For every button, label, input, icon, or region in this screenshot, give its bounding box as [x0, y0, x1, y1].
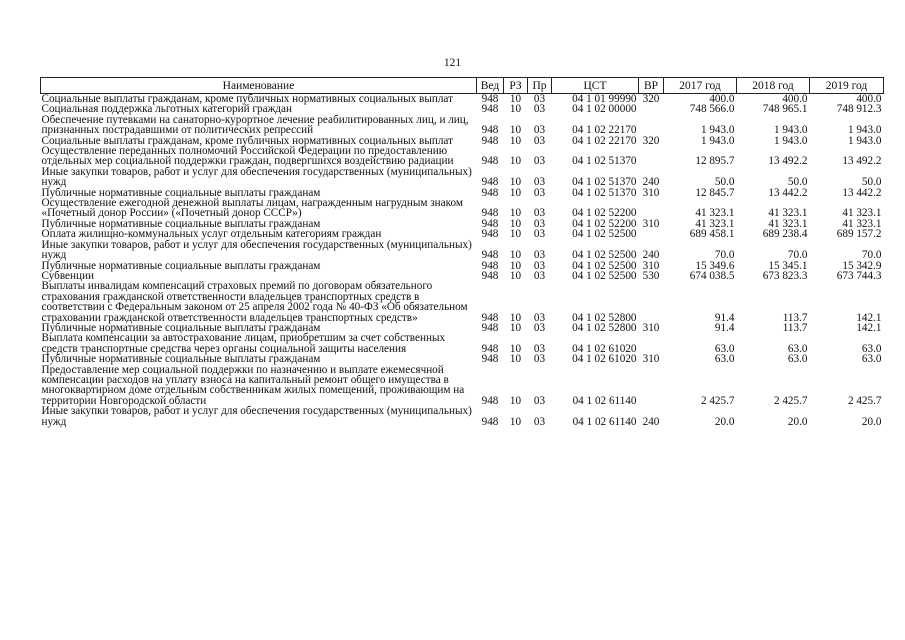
- cell-2019: 20.0: [861, 415, 882, 428]
- cell-2019: 50.0: [861, 176, 882, 189]
- cell-2018: 1 943.0: [773, 124, 808, 137]
- cell-vr: [639, 104, 664, 114]
- cell-vr: 310: [642, 217, 660, 230]
- cell-2018: 673 823.3: [762, 269, 808, 282]
- cell-2019: 142.1: [856, 321, 882, 334]
- header-2017: 2017 год: [664, 78, 737, 94]
- cell-2018: 113.7: [782, 321, 808, 334]
- table-body: [41, 94, 884, 428]
- cell-2019: 41 323.1: [842, 207, 882, 220]
- cell-ved: 948: [481, 321, 499, 334]
- cell-2017: 63.0: [714, 342, 735, 355]
- cell-vr: 320: [642, 93, 660, 105]
- cell-cst: 04 1 02 22170: [572, 134, 637, 147]
- cell-pr: 03: [533, 259, 546, 272]
- cell-name: Социальные выплаты гражданам, кроме публичных нормативных социальных выплат: [41, 134, 453, 147]
- cell-2019: 1 943.0: [847, 124, 882, 137]
- table-row: [41, 198, 884, 219]
- cell-2019: 142.1: [856, 311, 882, 324]
- cell-cst: 04 1 02 00000: [572, 103, 637, 116]
- cell-cst: 04 1 02 52500: [572, 228, 637, 241]
- cell-2018: 20.0: [787, 415, 808, 428]
- header-ved: Вед: [477, 78, 504, 94]
- cell-pr: 03: [533, 311, 546, 324]
- cell-name: Публичные нормативные социальные выплаты гражданам: [41, 353, 321, 366]
- cell-2018: 400.0: [782, 93, 808, 105]
- cell-2017: 1 943.0: [700, 134, 735, 147]
- cell-ved: 948: [481, 249, 499, 262]
- cell-ved: 948: [481, 103, 499, 116]
- cell-rz: 10: [509, 217, 522, 230]
- cell-rz: 10: [509, 342, 522, 355]
- cell-rz: 10: [509, 186, 522, 199]
- cell-rz: 10: [509, 415, 522, 428]
- cell-vr: 240: [642, 415, 660, 428]
- table-row: [41, 354, 884, 364]
- cell-2017: 12 895.7: [695, 155, 735, 168]
- cell-name: Социальная поддержка льготных категорий граждан: [41, 103, 292, 116]
- cell-2017: 748 566.0: [689, 103, 735, 116]
- cell-2017: 41 323.1: [695, 207, 735, 220]
- header-2018: 2018 год: [737, 78, 810, 94]
- cell-rz: 10: [509, 394, 522, 407]
- cell-2017: 12 845.7: [695, 186, 735, 199]
- cell-vr: 310: [642, 259, 660, 272]
- cell-pr: 03: [533, 353, 546, 366]
- cell-2017: 689 458.1: [689, 228, 735, 241]
- cell-name: Публичные нормативные социальные выплаты гражданам: [41, 217, 321, 230]
- cell-2019: 2 425.7: [847, 394, 882, 407]
- cell-pr: 03: [533, 186, 546, 199]
- table-row: [41, 406, 884, 427]
- cell-pr: 03: [533, 394, 546, 407]
- cell-cst: 04 1 02 52800: [572, 311, 637, 324]
- cell-cst: 04 1 02 22170: [572, 124, 637, 137]
- cell-name: Выплаты инвалидам компенсаций страховых премий по договорам обязательного страхования гражданской ответственности владельцев транспортных средств в соответствии с Федеральным законом от 25 апреля 2002 года № 40-ФЗ «Об обязательном страховании гражданской ответственности владельцев транспортных средств»: [41, 280, 468, 324]
- cell-2018: 63.0: [787, 342, 808, 355]
- cell-ved: 948: [481, 259, 499, 272]
- cell-2018: 41 323.1: [768, 217, 808, 230]
- cell-2019: 689 157.2: [836, 228, 882, 241]
- cell-rz: 10: [509, 249, 522, 262]
- cell-pr: 03: [533, 217, 546, 230]
- cell-ved: 948: [481, 269, 499, 282]
- cell-vr: 310: [642, 186, 660, 199]
- cell-vr: 530: [642, 269, 660, 282]
- cell-2018: 689 238.4: [762, 228, 808, 241]
- cell-2018: 1 943.0: [773, 134, 808, 147]
- cell-rz: 10: [509, 207, 522, 220]
- cell-rz: 10: [509, 228, 522, 241]
- cell-cst: 04 1 02 52200: [572, 217, 637, 230]
- cell-ved: 948: [481, 124, 499, 137]
- cell-2017: 41 323.1: [695, 217, 735, 230]
- cell-2017: 400.0: [709, 93, 735, 105]
- cell-pr: 03: [533, 124, 546, 137]
- cell-2019: 41 323.1: [842, 217, 882, 230]
- cell-2019: 63.0: [861, 353, 882, 366]
- cell-cst: 04 1 02 52200: [572, 207, 637, 220]
- cell-rz: 10: [509, 176, 522, 189]
- cell-2018: 13 492.2: [768, 155, 808, 168]
- cell-ved: 948: [481, 176, 499, 189]
- table-row: [41, 365, 884, 407]
- cell-cst: 04 1 01 99990: [572, 93, 637, 105]
- cell-vr: [639, 365, 664, 407]
- cell-pr: 03: [533, 93, 546, 105]
- cell-cst: 04 1 02 61020: [572, 342, 637, 355]
- cell-ved: 948: [481, 342, 499, 355]
- cell-name: Осуществление ежегодной денежной выплаты лицам, награжденным нагрудным знаком «Почетный донор России» («Почетный донор СССР»): [41, 197, 463, 220]
- cell-ved: 948: [481, 217, 499, 230]
- cell-pr: 03: [533, 155, 546, 168]
- cell-2019: 15 342.9: [842, 259, 882, 272]
- cell-2018: 15 345.1: [768, 259, 808, 272]
- cell-ved: 948: [481, 155, 499, 168]
- cell-2017: 20.0: [714, 415, 735, 428]
- cell-name: Социальные выплаты гражданам, кроме публичных нормативных социальных выплат: [41, 93, 453, 105]
- cell-name: Субвенции: [41, 269, 94, 282]
- header-vr: ВР: [639, 78, 664, 94]
- cell-pr: 03: [533, 269, 546, 282]
- cell-2017: 91.4: [714, 311, 735, 324]
- cell-2019: 748 912.3: [836, 103, 882, 116]
- header-cst: ЦСТ: [552, 78, 639, 94]
- cell-rz: 10: [509, 155, 522, 168]
- header-pr: Пр: [528, 78, 552, 94]
- cell-rz: 10: [509, 134, 522, 147]
- cell-cst: 04 1 02 52500: [572, 249, 637, 262]
- cell-pr: 03: [533, 103, 546, 116]
- cell-rz: 10: [509, 103, 522, 116]
- cell-pr: 03: [533, 342, 546, 355]
- table-row: [41, 167, 884, 188]
- cell-vr: 240: [642, 176, 660, 189]
- cell-cst: 04 1 02 52800: [572, 321, 637, 334]
- cell-2019: 13 492.2: [842, 155, 882, 168]
- page-number: 121: [443, 57, 462, 69]
- header-rz: РЗ: [504, 78, 528, 94]
- cell-name: Выплата компенсации за автострахование лицам, приобретшим за счет собственных средств транспортные средства через органы социальной защиты населения: [41, 332, 446, 355]
- cell-vr: 310: [642, 353, 660, 366]
- header-2019: 2019 год: [810, 78, 884, 94]
- cell-2017: 91.4: [714, 321, 735, 334]
- cell-pr: 03: [533, 134, 546, 147]
- cell-2019: 1 943.0: [847, 134, 882, 147]
- cell-2019: 400.0: [856, 93, 882, 105]
- cell-name: Иные закупки товаров, работ и услуг для обеспечения государственных (муниципальных) нужд: [41, 165, 472, 189]
- table-row: [41, 146, 884, 167]
- table-row: [41, 333, 884, 354]
- cell-cst: 04 1 02 61020: [572, 353, 637, 366]
- cell-rz: 10: [509, 93, 522, 105]
- cell-2019: 70.0: [861, 249, 882, 262]
- cell-cst: 04 1 02 61140: [572, 415, 637, 428]
- table-row: [41, 281, 884, 323]
- cell-rz: 10: [509, 259, 522, 272]
- cell-cst: 04 1 02 52500: [572, 269, 637, 282]
- cell-vr: [639, 198, 664, 219]
- table-row: [41, 240, 884, 261]
- cell-cst: 04 1 02 51370: [572, 176, 637, 189]
- cell-2018: 50.0: [787, 176, 808, 189]
- cell-2019: 63.0: [861, 342, 882, 355]
- cell-2017: 1 943.0: [700, 124, 735, 137]
- cell-rz: 10: [509, 269, 522, 282]
- cell-2017: 2 425.7: [700, 394, 735, 407]
- cell-name: Публичные нормативные социальные выплаты гражданам: [41, 186, 321, 199]
- cell-vr: [639, 115, 664, 136]
- cell-ved: 948: [481, 134, 499, 147]
- cell-rz: 10: [509, 124, 522, 137]
- cell-rz: 10: [509, 311, 522, 324]
- cell-2018: 748 965.1: [762, 103, 808, 116]
- cell-2018: 113.7: [782, 311, 808, 324]
- cell-ved: 948: [481, 93, 499, 105]
- cell-pr: 03: [533, 228, 546, 241]
- cell-cst: 04 1 02 61140: [572, 394, 637, 407]
- cell-vr: 320: [642, 134, 660, 147]
- cell-pr: 03: [533, 415, 546, 428]
- cell-2019: 13 442.2: [842, 186, 882, 199]
- cell-ved: 948: [481, 394, 499, 407]
- cell-name: Осуществление переданных полномочий Российской Федерации по предоставлению отдельных мер социальной поддержки граждан, подвергшихся воздействию радиации: [41, 145, 454, 168]
- table-row: [41, 261, 884, 271]
- cell-ved: 948: [481, 311, 499, 324]
- cell-name: Иные закупки товаров, работ и услуг для обеспечения государственных (муниципальных) нужд: [41, 405, 472, 428]
- cell-2017: 15 349.6: [695, 259, 735, 272]
- cell-pr: 03: [533, 249, 546, 262]
- cell-vr: [639, 146, 664, 167]
- cell-vr: 240: [642, 249, 660, 262]
- cell-pr: 03: [533, 176, 546, 189]
- cell-ved: 948: [481, 228, 499, 241]
- table-row: [41, 115, 884, 136]
- cell-cst: 04 1 02 52500: [572, 259, 637, 272]
- cell-name: Предоставление мер социальной поддержки по назначению и выплате ежемесячной компенсации расходов на уплату взноса на капитальный ремонт общего имущества в многоквартирном доме отдельным собственникам жилых помещений, проживающим на территории Новгородской области: [41, 363, 465, 407]
- cell-vr: [639, 281, 664, 323]
- cell-2019: 673 744.3: [836, 269, 882, 282]
- cell-cst: 04 1 02 51370: [572, 155, 637, 168]
- cell-vr: 310: [642, 321, 660, 334]
- cell-name: Иные закупки товаров, работ и услуг для обеспечения государственных (муниципальных) нужд: [41, 238, 472, 262]
- cell-2017: 70.0: [714, 249, 735, 262]
- cell-ved: 948: [481, 415, 499, 428]
- cell-rz: 10: [509, 353, 522, 366]
- cell-2017: 674 038.5: [689, 269, 735, 282]
- cell-vr: [639, 229, 664, 239]
- cell-2018: 63.0: [787, 353, 808, 366]
- cell-pr: 03: [533, 321, 546, 334]
- cell-pr: 03: [533, 207, 546, 220]
- cell-ved: 948: [481, 353, 499, 366]
- cell-name: Публичные нормативные социальные выплаты гражданам: [41, 259, 321, 272]
- cell-cst: 04 1 02 51370: [572, 186, 637, 199]
- cell-ved: 948: [481, 186, 499, 199]
- cell-2017: 63.0: [714, 353, 735, 366]
- cell-2018: 13 442.2: [768, 186, 808, 199]
- cell-2018: 70.0: [787, 249, 808, 262]
- cell-2018: 41 323.1: [768, 207, 808, 220]
- cell-2017: 50.0: [714, 176, 735, 189]
- cell-vr: [639, 333, 664, 354]
- budget-table: [40, 77, 884, 427]
- cell-2018: 2 425.7: [773, 394, 808, 407]
- header-name: Наименование: [41, 78, 477, 94]
- table-header-row: [41, 78, 884, 94]
- cell-name: Оплата жилищно-коммунальных услуг отдельным категориям граждан: [41, 228, 382, 241]
- cell-rz: 10: [509, 321, 522, 334]
- cell-name: Обеспечение путевками на санаторно-курортное лечение реабилитированных лиц, и лиц, признанных пострадавшими от политических репрессий: [41, 113, 469, 137]
- cell-name: Публичные нормативные социальные выплаты гражданам: [41, 321, 321, 334]
- cell-ved: 948: [481, 207, 499, 220]
